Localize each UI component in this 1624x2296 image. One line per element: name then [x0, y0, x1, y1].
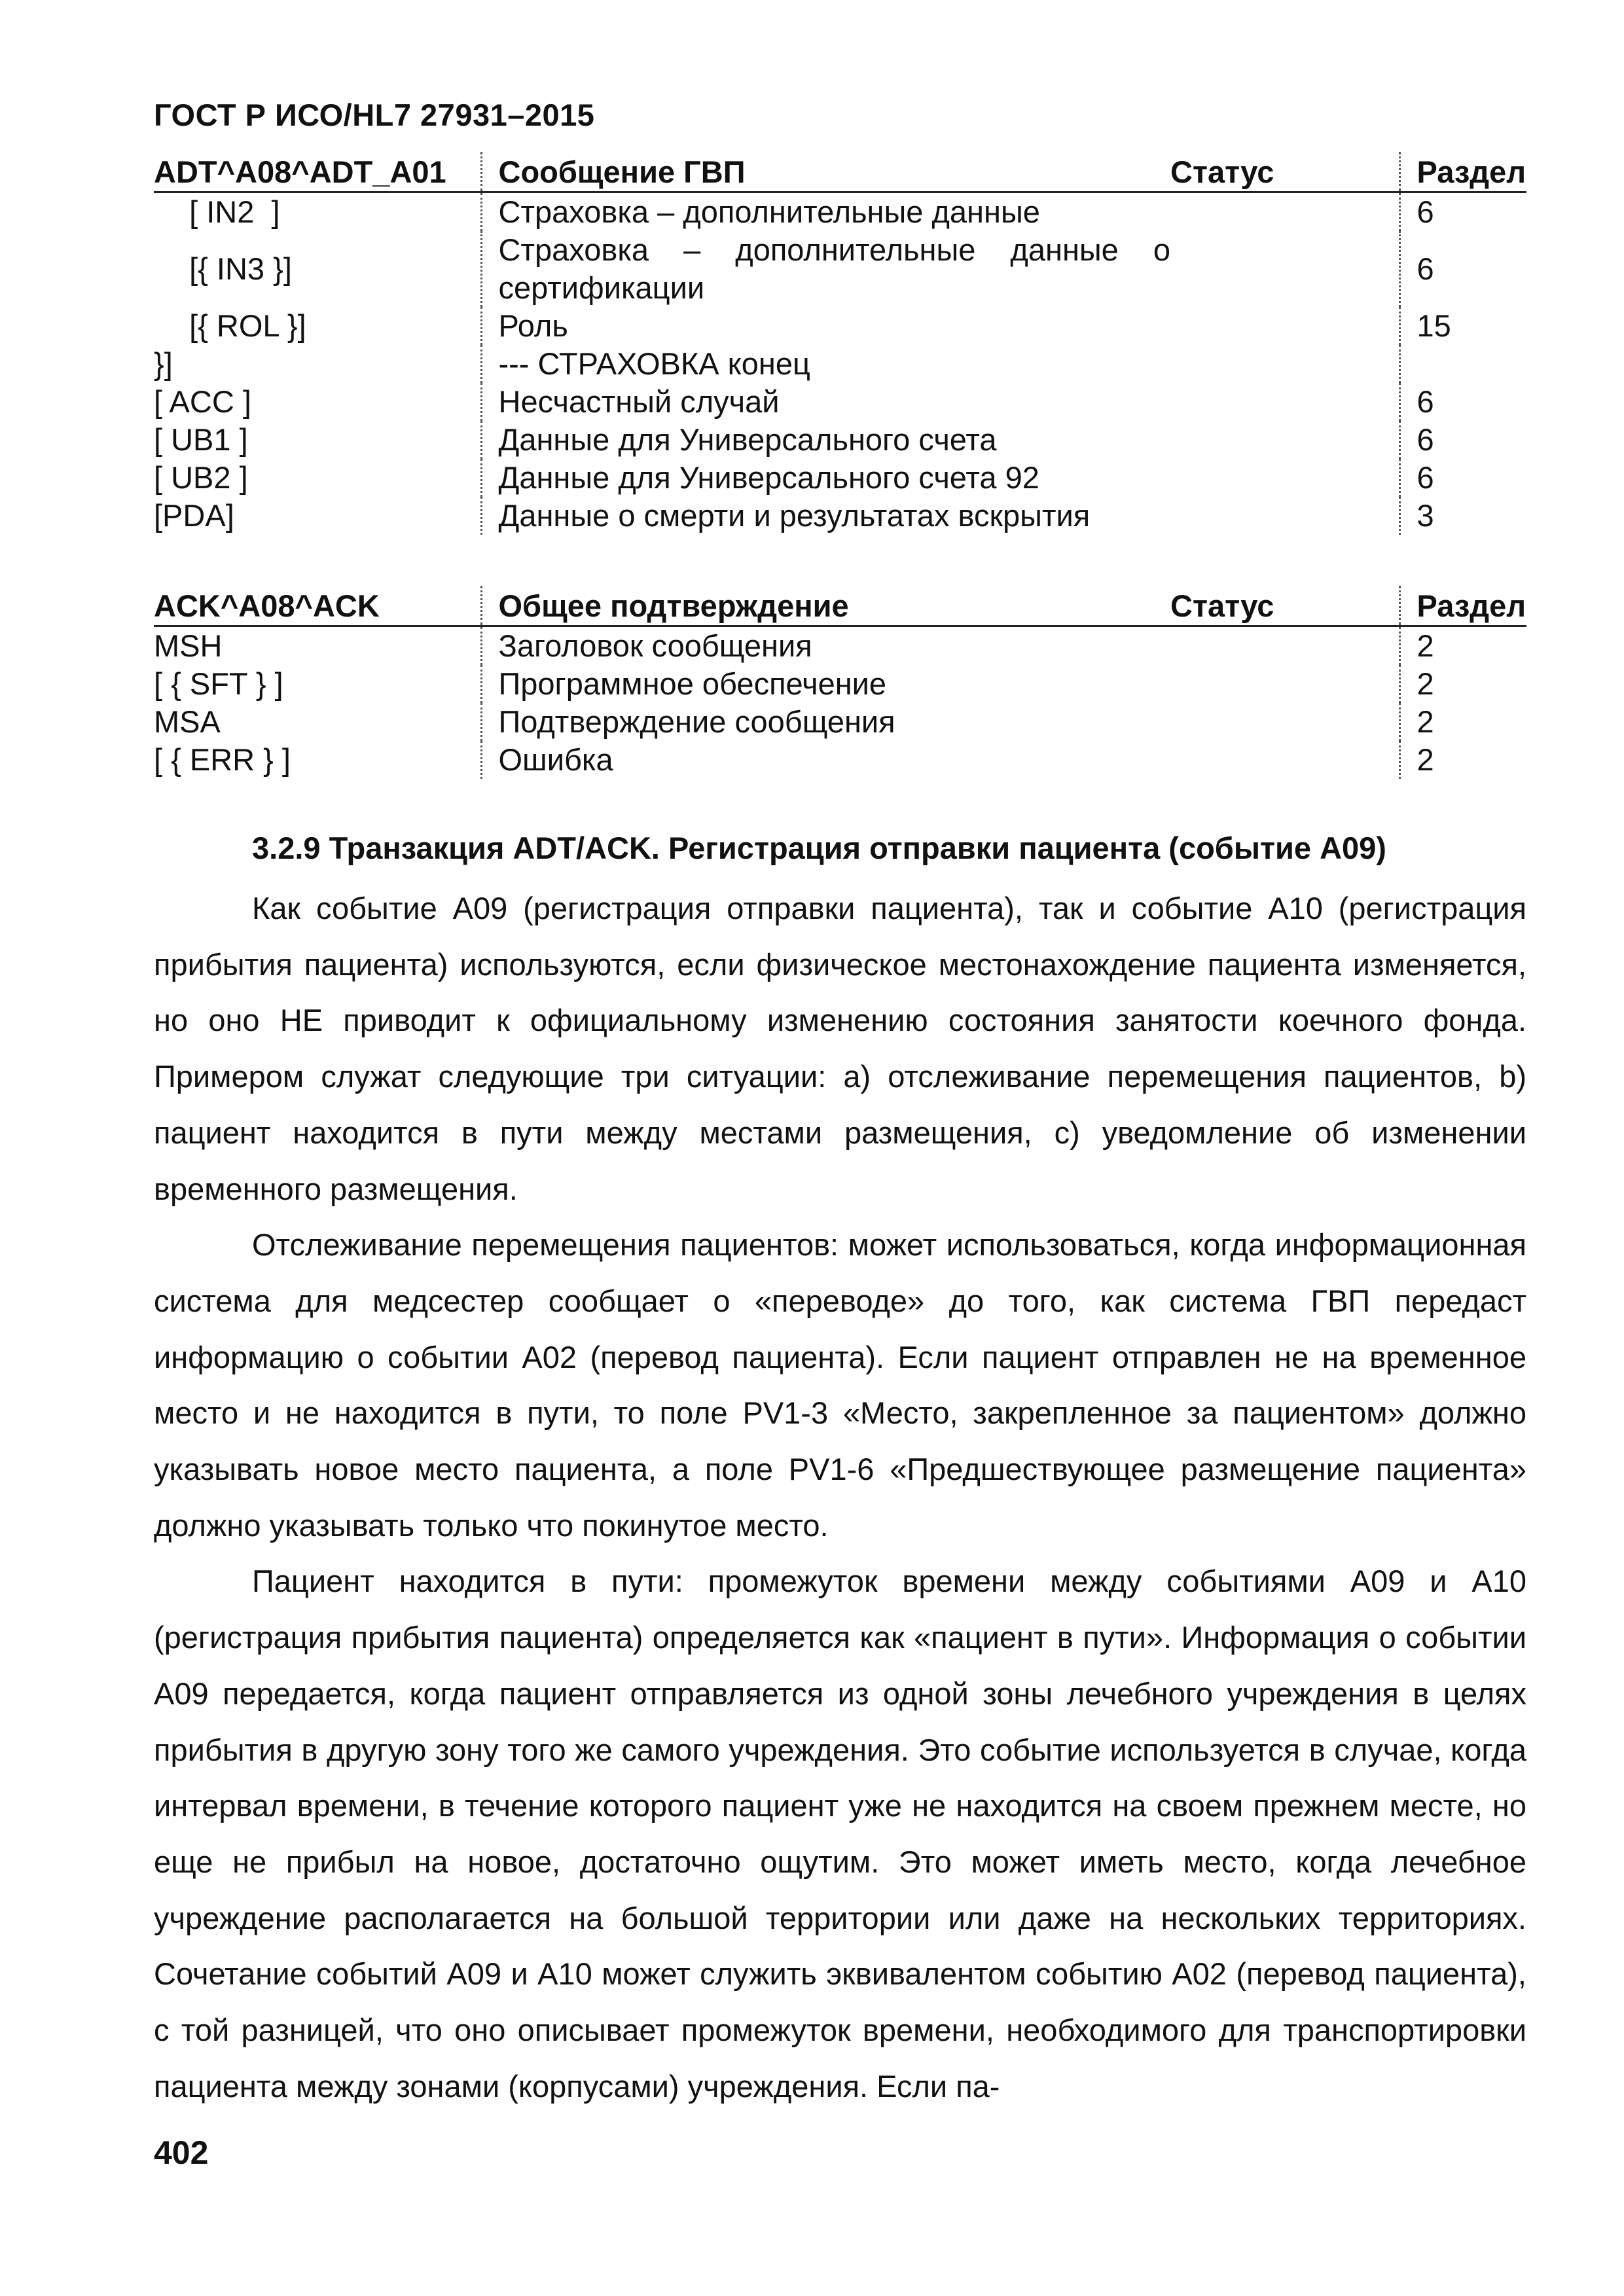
- section-cell: 2: [1399, 741, 1526, 779]
- section-cell: 2: [1399, 665, 1526, 703]
- table-row: [154, 703, 1526, 741]
- description-cell: Роль: [481, 307, 1170, 345]
- status-cell: [1170, 459, 1399, 497]
- description-cell: [481, 231, 1170, 307]
- description-cell: Подтверждение сообщения: [481, 703, 1170, 741]
- column-header-description: Общее подтверждение: [481, 586, 1170, 626]
- table-row: [154, 665, 1526, 703]
- description-cell: Данные для Универсального счета: [481, 421, 1170, 459]
- column-header-section: Раздел: [1399, 586, 1526, 626]
- section-body: [154, 880, 1526, 2114]
- segment-cell: [ ACC ]: [154, 384, 251, 419]
- paragraph: Отслеживание перемещения пациентов: может использоваться, когда информационная система для медсестер сообщает о «переводе» до того, как система ГВП передаст информацию о событии A02 (перевод пациента). Если пациент отправлен не на временное место и не находится в пути, то поле PV1-3 «Место, закрепленное за пациентом» должно указывать новое место пациента, а поле PV1-6 «Предшествующее размещение пациента» должно указывать только что покинутое место.: [154, 1227, 1526, 1543]
- column-header-message: ADT^A08^ADT_A01: [154, 152, 481, 192]
- status-cell: [1170, 626, 1399, 666]
- status-cell: [1170, 231, 1399, 307]
- description-cell: Ошибка: [481, 741, 1170, 779]
- description-line-1: Страховка – дополнительные данные о: [498, 232, 1170, 267]
- message-structure-table-ack: [154, 586, 1526, 779]
- document-header: ГОСТ Р ИСО/HL7 27931–2015: [154, 98, 595, 132]
- status-cell: [1170, 421, 1399, 459]
- status-cell: [1170, 665, 1399, 703]
- status-cell: [1170, 192, 1399, 232]
- table-row: [154, 192, 1526, 232]
- description-cell: Программное обеспечение: [481, 665, 1170, 703]
- status-cell: [1170, 741, 1399, 779]
- segment-cell: [PDA]: [154, 498, 234, 533]
- table-row: [154, 459, 1526, 497]
- section-cell: 15: [1399, 307, 1526, 345]
- column-header-status: Статус: [1170, 152, 1399, 192]
- segment-cell: [{ ROL }]: [172, 308, 306, 343]
- status-cell: [1170, 307, 1399, 345]
- status-cell: [1170, 345, 1399, 383]
- segment-cell: [ UB2 ]: [154, 460, 248, 495]
- segment-cell: [ { SFT } ]: [154, 666, 283, 701]
- description-cell: Страховка – дополнительные данные: [481, 192, 1170, 232]
- section-cell: 6: [1399, 192, 1526, 232]
- segment-cell: [ { ERR } ]: [154, 742, 291, 777]
- table-header-row: [154, 586, 1526, 626]
- table-row: [154, 345, 1526, 383]
- paragraph: Как событие A09 (регистрация отправки пациента), так и событие A10 (регистрация прибытия пациента) используются, если физическое местонахождение пациента изменяется, но оно НЕ приводит к официальному изменению состояния занятости коечного фонда. Примером служат следующие три ситуации: a) отслеживание перемещения пациентов, b) пациент находится в пути между местами размещения, c) уведомление об изменении временного размещения.: [154, 891, 1526, 1206]
- status-cell: [1170, 383, 1399, 421]
- description-line-2: сертификации: [498, 270, 705, 305]
- segment-cell: [ IN2 ]: [172, 194, 280, 229]
- column-header-section: Раздел: [1399, 152, 1526, 192]
- segment-cell: }]: [154, 346, 173, 381]
- column-header-status: Статус: [1170, 586, 1399, 626]
- segment-cell: [ UB1 ]: [154, 422, 248, 457]
- description-cell: Данные о смерти и результатах вскрытия: [481, 497, 1170, 535]
- section-cell: 2: [1399, 626, 1526, 666]
- section-cell: 3: [1399, 497, 1526, 535]
- status-cell: [1170, 703, 1399, 741]
- column-header-message: ACK^A08^ACK: [154, 586, 481, 626]
- description-cell: Несчастный случай: [481, 383, 1170, 421]
- section-cell: 6: [1399, 459, 1526, 497]
- column-header-description: Сообщение ГВП: [481, 152, 1170, 192]
- status-cell: [1170, 497, 1399, 535]
- table-row: [154, 231, 1526, 307]
- segment-cell: [{ IN3 }]: [172, 251, 292, 286]
- segment-cell: MSH: [154, 628, 223, 663]
- section-cell: 6: [1399, 383, 1526, 421]
- table-row: [154, 741, 1526, 779]
- section-cell: 2: [1399, 703, 1526, 741]
- paragraph: Пациент находится в пути: промежуток времени между событиями A09 и A10 (регистрация прибытия пациента) определяется как «пациент в пути». Информация о событии A09 передается, когда пациент отправляется из одной зоны лечебного учреждения в целях прибытия в другую зону того же самого учреждения. Это событие используется в случае, когда интервал времени, в течение которого пациент уже не находится на своем прежнем месте, но еще не прибыл на новое, достаточно ощутим. Это может иметь место, когда лечебное учреждение располагается на большой территории или даже на нескольких территориях. Сочетание событий A09 и A10 может служить эквивалентом событию A02 (перевод пациента), с той разницей, что оно описывает промежуток времени, необходимого для транспортировки пациента между зонами (корпусами) учреждения. Если па-: [154, 1564, 1526, 2104]
- description-cell: Заголовок сообщения: [481, 626, 1170, 666]
- table-header-row: [154, 152, 1526, 192]
- table-row: [154, 383, 1526, 421]
- section-cell: [1399, 345, 1526, 383]
- page-number: 402: [154, 2134, 209, 2171]
- segment-cell: MSA: [154, 704, 221, 739]
- description-cell: --- СТРАХОВКА конец: [481, 345, 1170, 383]
- table-row: [154, 421, 1526, 459]
- section-cell: 6: [1399, 231, 1526, 307]
- table-row: [154, 307, 1526, 345]
- section-heading: 3.2.9 Транзакция ADT/ACK. Регистрация отправки пациента (событие A09): [252, 831, 1386, 865]
- section-cell: 6: [1399, 421, 1526, 459]
- message-structure-table-adt: [154, 152, 1526, 535]
- table-row: [154, 626, 1526, 666]
- table-row: [154, 497, 1526, 535]
- description-cell: Данные для Универсального счета 92: [481, 459, 1170, 497]
